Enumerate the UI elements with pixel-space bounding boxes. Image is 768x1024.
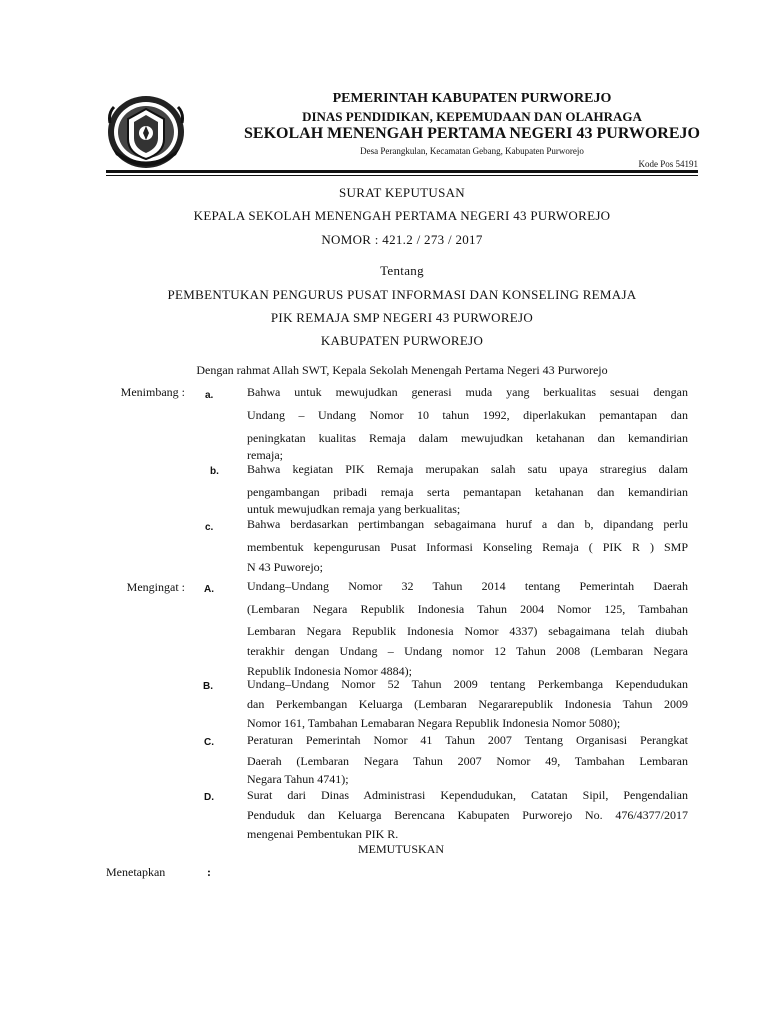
letterhead-address: Desa Perangkulan, Kecamatan Gebang, Kabupaten Purworejo [360, 146, 584, 156]
mengingat-marker-a: A. [204, 584, 214, 595]
menimbang-marker-a: a. [205, 390, 214, 401]
mengingat-marker-b: B. [203, 681, 213, 692]
menimbang-c-line: Bahwa berdasarkan pertimbangan sebagaimana huruf a dan b, dipandang perlu [247, 517, 688, 531]
mengingat-a-line: Lembaran Negara Republik Indonesia Nomor 4337) sebagaimana telah diubah [247, 624, 688, 638]
menimbang-b-line: Bahwa kegiatan PIK Remaja merupakan salah satu upaya straregius dalam [247, 462, 688, 476]
decree-title: SURAT KEPUTUSAN [339, 185, 465, 200]
mengingat-b-line: Nomor 161, Tambahan Lemabaran Negara Republik Indonesia Nomor 5080); [247, 716, 621, 730]
letterhead-department: DINAS PENDIDIKAN, KEPEMUDAAN DAN OLAHRAGA [302, 109, 642, 124]
letterhead-school: SEKOLAH MENENGAH PERTAMA NEGERI 43 PURWOREJO [244, 125, 700, 142]
mengingat-b-line: Undang–Undang Nomor 52 Tahun 2009 tentang Perkembanga Kependudukan [247, 677, 688, 691]
menimbang-c-line: N 43 Puworejo; [247, 560, 323, 574]
mengingat-c-line: Peraturan Pemerintah Nomor 41 Tahun 2007 Tentang Organisasi Perangkat [247, 733, 688, 747]
decree-issuer: KEPALA SEKOLAH MENENGAH PERTAMA NEGERI 43 PURWOREJO [193, 208, 611, 223]
mengingat-a-line: (Lembaran Negara Republik Indonesia Tahun 2004 Nomor 125, Tambahan [247, 602, 688, 616]
mengingat-a-line: terakhir dengan Undang – Undang nomor 12 Tahun 2008 (Lembaran Negara [247, 644, 688, 658]
menimbang-marker-b: b. [210, 466, 219, 477]
regency-emblem-logo [106, 93, 186, 171]
menimbang-a-line: Undang – Undang Nomor 10 tahun 1992, diperlakukan pemantapan dan [247, 408, 688, 422]
opening-statement: Dengan rahmat Allah SWT, Kepala Sekolah Menengah Pertama Negeri 43 Purworejo [196, 363, 608, 377]
menetapkan-colon: : [207, 865, 211, 879]
mengingat-marker-d: D. [204, 792, 214, 803]
decree-subject: PEMBENTUKAN PENGURUS PUSAT INFORMASI DAN KONSELING REMAJA [167, 287, 637, 302]
mengingat-d-line: Penduduk dan Keluarga Berencana Kabupaten Purworejo No. 476/4377/2017 [247, 808, 688, 822]
memutuskan-heading: MEMUTUSKAN [358, 842, 445, 856]
menimbang-b-line: untuk mewujudkan remaja yang berkualitas; [247, 502, 461, 516]
letterhead-postal-code: Kode Pos 54191 [638, 159, 698, 169]
decree-subject-line3: KABUPATEN PURWOREJO [320, 333, 484, 348]
mengingat-d-line: Surat dari Dinas Administrasi Kependudukan, Catatan Sipil, Pengendalian [247, 788, 688, 802]
decree-about: Tentang [380, 263, 424, 278]
mengingat-label: Mengingat : [126, 580, 185, 594]
mengingat-b-line: dan Perkembangan Keluarga (Lembaran Negararepublik Indonesia Tahun 2009 [247, 697, 688, 711]
decree-number: NOMOR : 421.2 / 273 / 2017 [321, 232, 483, 247]
mengingat-c-line: Daerah (Lembaran Negara Tahun 2007 Nomor 49, Tambahan Lembaran [247, 754, 688, 768]
menimbang-a-line: peningkatan kualitas Remaja dalam mewujudkan ketahanan dan kemandirian [247, 431, 688, 445]
menimbang-marker-c: c. [205, 522, 214, 533]
mengingat-marker-c: C. [204, 737, 214, 748]
menimbang-label: Menimbang : [120, 385, 185, 399]
mengingat-a-line: Republik Indonesia Nomor 4884); [247, 664, 412, 678]
decree-subject-line2: PIK REMAJA SMP NEGERI 43 PURWOREJO [270, 310, 534, 325]
mengingat-c-line: Negara Tahun 4741); [247, 772, 349, 786]
menimbang-b-line: pengambangan pribadi remaja serta pemantapan ketahanan dan kemandirian [247, 485, 688, 499]
mengingat-a-line: Undang–Undang Nomor 32 Tahun 2014 tentang Pemerintah Daerah [247, 579, 688, 593]
letterhead-government: PEMERINTAH KABUPATEN PURWOREJO [332, 91, 612, 106]
menimbang-a-line: Bahwa untuk mewujudkan generasi muda yang berkualitas sesuai dengan [247, 385, 688, 399]
menimbang-a-line: remaja; [247, 448, 283, 462]
letterhead-divider-thick [106, 170, 698, 173]
menimbang-c-line: membentuk kepengurusan Pusat Informasi Konseling Remaja ( PIK R ) SMP [247, 540, 688, 554]
letterhead-divider-thin [106, 175, 698, 176]
menetapkan-label: Menetapkan [106, 865, 166, 879]
mengingat-d-line: mengenai Pembentukan PIK R. [247, 827, 399, 841]
